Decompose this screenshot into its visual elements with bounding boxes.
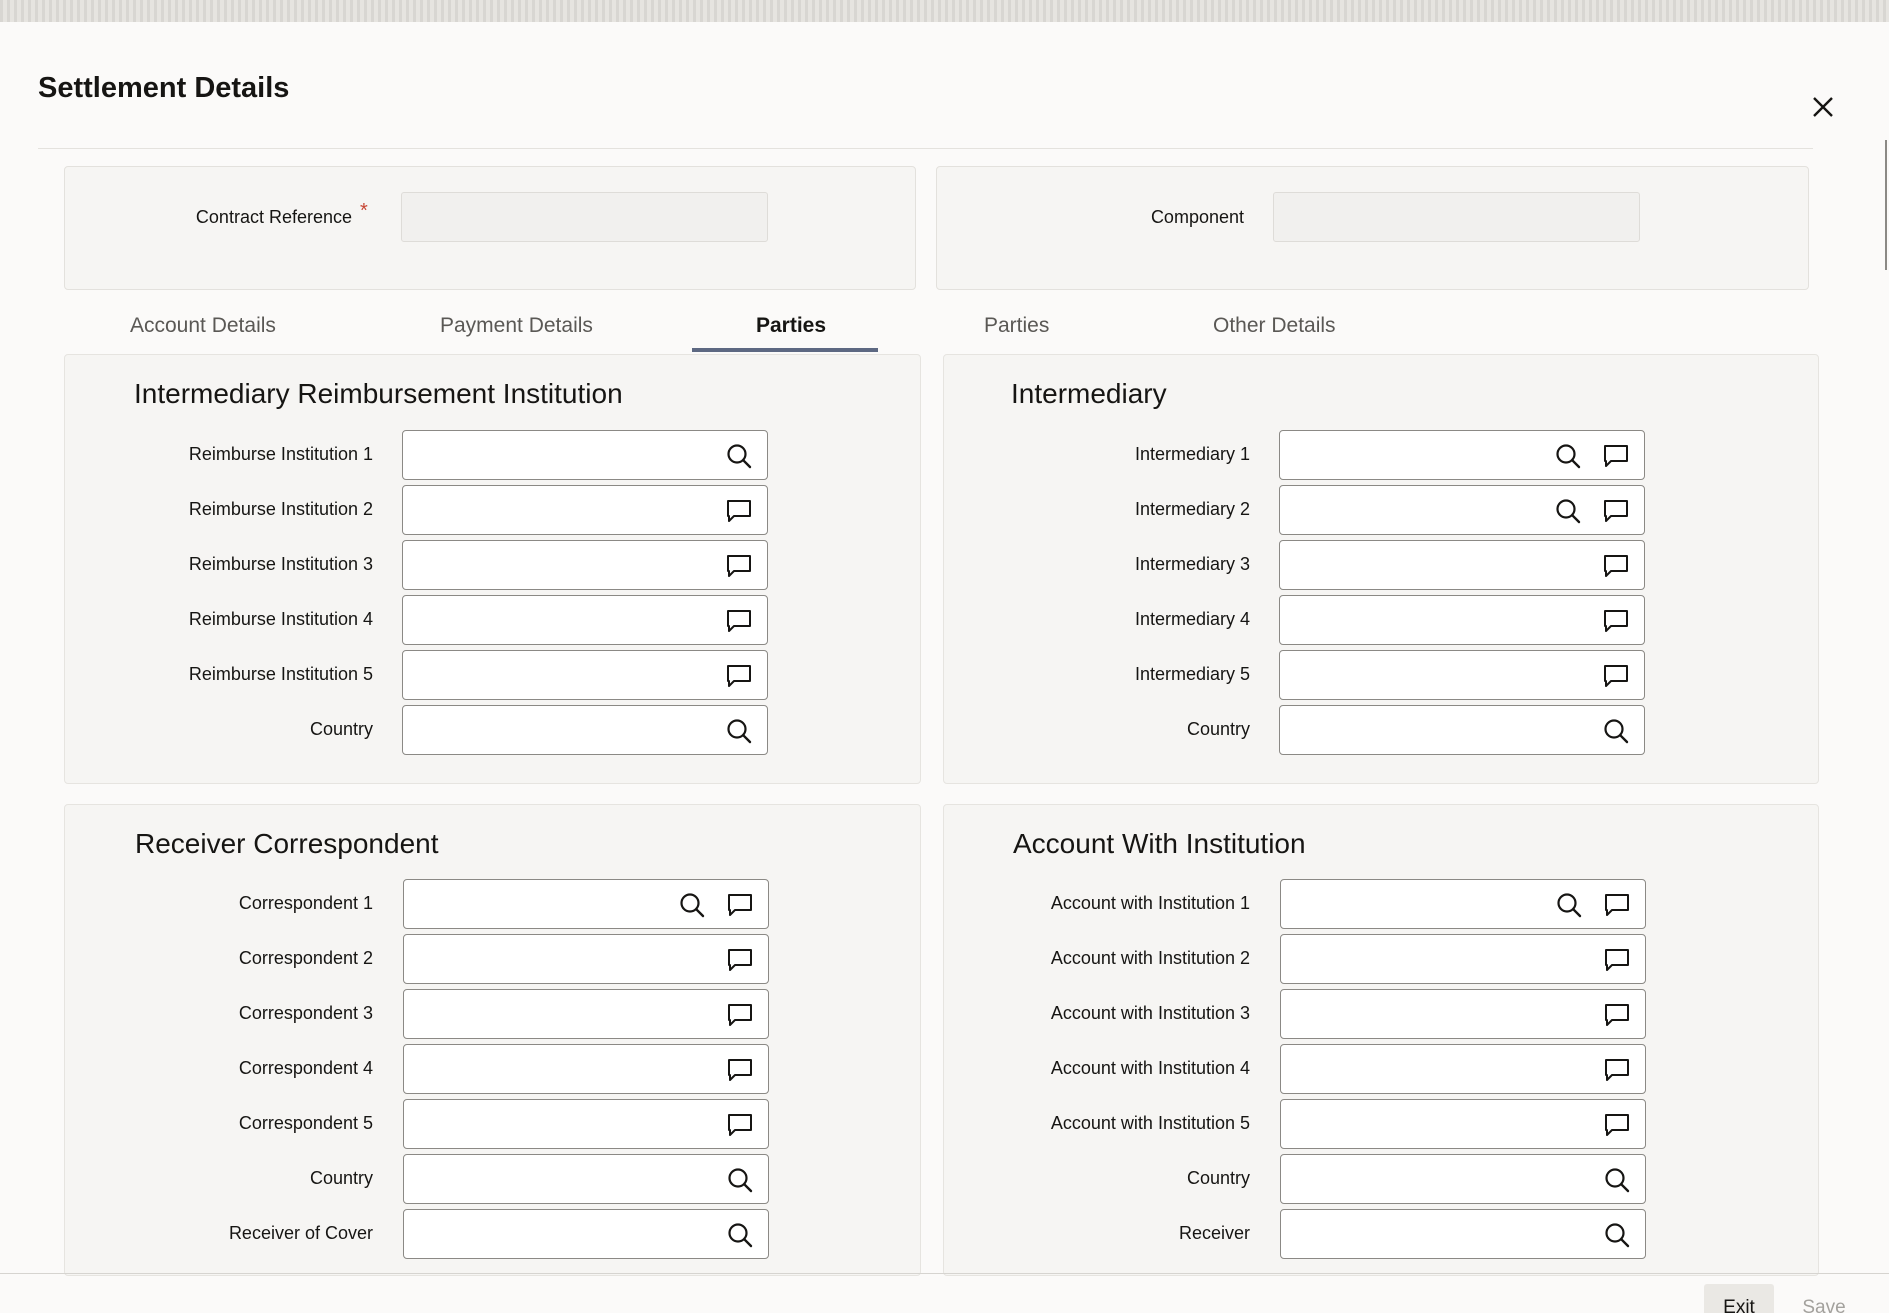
receiver-correspondent-title: Receiver Correspondent <box>135 828 439 859</box>
text-input[interactable] <box>402 595 768 645</box>
irb-title: Intermediary Reimbursement Institution <box>134 378 623 409</box>
message-icon[interactable] <box>1603 946 1631 974</box>
receiver-correspondent-panel <box>64 804 921 1276</box>
message-icon[interactable] <box>726 891 754 919</box>
component-input[interactable] <box>1273 192 1640 242</box>
search-icon[interactable] <box>1603 1166 1631 1194</box>
text-input[interactable] <box>1279 650 1645 700</box>
message-icon[interactable] <box>726 1111 754 1139</box>
field-label: Reimburse Institution 2 <box>188 499 373 519</box>
tab-other-details[interactable]: Other Details <box>1213 314 1336 337</box>
text-input[interactable] <box>403 934 769 984</box>
close-icon[interactable] <box>1808 92 1838 122</box>
account-with-institution-panel <box>943 804 1819 1276</box>
message-icon[interactable] <box>1602 662 1630 690</box>
required-marker: * <box>360 200 368 222</box>
exit-button[interactable]: Exit <box>1704 1284 1774 1313</box>
text-input[interactable] <box>403 989 769 1039</box>
field-label: Account with Institution 3 <box>1050 1003 1250 1023</box>
search-icon[interactable] <box>726 1166 754 1194</box>
text-input[interactable] <box>1280 1044 1646 1094</box>
field-label: Reimburse Institution 3 <box>188 554 373 574</box>
message-icon[interactable] <box>1603 1056 1631 1084</box>
message-icon[interactable] <box>725 607 753 635</box>
field-label: Country <box>309 1168 373 1188</box>
text-input[interactable] <box>1279 595 1645 645</box>
message-icon[interactable] <box>1602 497 1630 525</box>
text-input[interactable] <box>1280 934 1646 984</box>
search-icon[interactable] <box>726 1221 754 1249</box>
field-label: Correspondent 5 <box>238 1113 373 1133</box>
text-input[interactable] <box>1280 1099 1646 1149</box>
text-input[interactable] <box>403 1154 769 1204</box>
title-divider <box>38 148 1813 149</box>
scrollbar[interactable] <box>1885 140 1887 270</box>
message-icon[interactable] <box>1602 552 1630 580</box>
field-label: Intermediary 1 <box>1134 444 1250 464</box>
field-label: Reimburse Institution 1 <box>188 444 373 464</box>
message-icon[interactable] <box>1602 607 1630 635</box>
message-icon[interactable] <box>726 946 754 974</box>
text-input[interactable] <box>1280 879 1646 929</box>
message-icon[interactable] <box>1603 1111 1631 1139</box>
search-icon[interactable] <box>678 891 706 919</box>
message-icon[interactable] <box>726 1001 754 1029</box>
message-icon[interactable] <box>725 497 753 525</box>
search-icon[interactable] <box>1555 891 1583 919</box>
text-input[interactable] <box>1279 705 1645 755</box>
field-label: Receiver of Cover <box>228 1223 373 1243</box>
message-icon[interactable] <box>725 552 753 580</box>
text-input[interactable] <box>403 1209 769 1259</box>
message-icon[interactable] <box>725 662 753 690</box>
footer-divider <box>0 1273 1889 1274</box>
field-label: Account with Institution 5 <box>1050 1113 1250 1133</box>
text-input[interactable] <box>1280 1209 1646 1259</box>
field-label: Correspondent 2 <box>238 948 373 968</box>
save-button[interactable]: Save <box>1789 1284 1859 1313</box>
field-label: Intermediary 5 <box>1134 664 1250 684</box>
search-icon[interactable] <box>1554 497 1582 525</box>
tab-parties-2[interactable]: Parties <box>984 314 1050 337</box>
active-tab-indicator <box>692 348 878 352</box>
text-input[interactable] <box>403 879 769 929</box>
message-icon[interactable] <box>726 1056 754 1084</box>
field-label: Correspondent 4 <box>238 1058 373 1078</box>
field-label: Intermediary 2 <box>1134 499 1250 519</box>
tab-account-details[interactable]: Account Details <box>130 314 276 337</box>
text-input[interactable] <box>1280 989 1646 1039</box>
field-label: Reimburse Institution 4 <box>188 609 373 629</box>
field-label: Country <box>309 719 373 739</box>
text-input[interactable] <box>403 1044 769 1094</box>
search-icon[interactable] <box>1603 1221 1631 1249</box>
text-input[interactable] <box>402 650 768 700</box>
text-input[interactable] <box>1279 540 1645 590</box>
text-input[interactable] <box>402 540 768 590</box>
message-icon[interactable] <box>1603 1001 1631 1029</box>
field-label: Correspondent 3 <box>238 1003 373 1023</box>
field-label: Account with Institution 2 <box>1050 948 1250 968</box>
intermediary-title: Intermediary <box>1011 378 1167 409</box>
field-label: Country <box>1186 719 1250 739</box>
contract-reference-label: Contract Reference <box>195 207 352 227</box>
background-strip <box>0 0 1889 22</box>
component-label: Component <box>1150 207 1244 227</box>
account-with-institution-title: Account With Institution <box>1013 828 1306 859</box>
search-icon[interactable] <box>1602 717 1630 745</box>
search-icon[interactable] <box>725 717 753 745</box>
field-label: Intermediary 4 <box>1134 609 1250 629</box>
text-input[interactable] <box>1280 1154 1646 1204</box>
field-label: Reimburse Institution 5 <box>188 664 373 684</box>
field-label: Account with Institution 1 <box>1050 893 1250 913</box>
settlement-details-dialog <box>0 22 1889 1313</box>
search-icon[interactable] <box>725 442 753 470</box>
contract-reference-input[interactable] <box>401 192 768 242</box>
tab-payment-details[interactable]: Payment Details <box>440 314 593 337</box>
field-label: Account with Institution 4 <box>1050 1058 1250 1078</box>
text-input[interactable] <box>402 705 768 755</box>
field-label: Country <box>1186 1168 1250 1188</box>
message-icon[interactable] <box>1602 442 1630 470</box>
field-label: Receiver <box>1178 1223 1250 1243</box>
text-input[interactable] <box>402 485 768 535</box>
text-input[interactable] <box>403 1099 769 1149</box>
text-input[interactable] <box>1279 430 1645 480</box>
dialog-title: Settlement Details <box>38 72 290 104</box>
field-label: Intermediary 3 <box>1134 554 1250 574</box>
field-label: Correspondent 1 <box>238 893 373 913</box>
message-icon[interactable] <box>1603 891 1631 919</box>
search-icon[interactable] <box>1554 442 1582 470</box>
text-input[interactable] <box>1279 485 1645 535</box>
text-input[interactable] <box>402 430 768 480</box>
tab-parties[interactable]: Parties <box>756 314 827 337</box>
